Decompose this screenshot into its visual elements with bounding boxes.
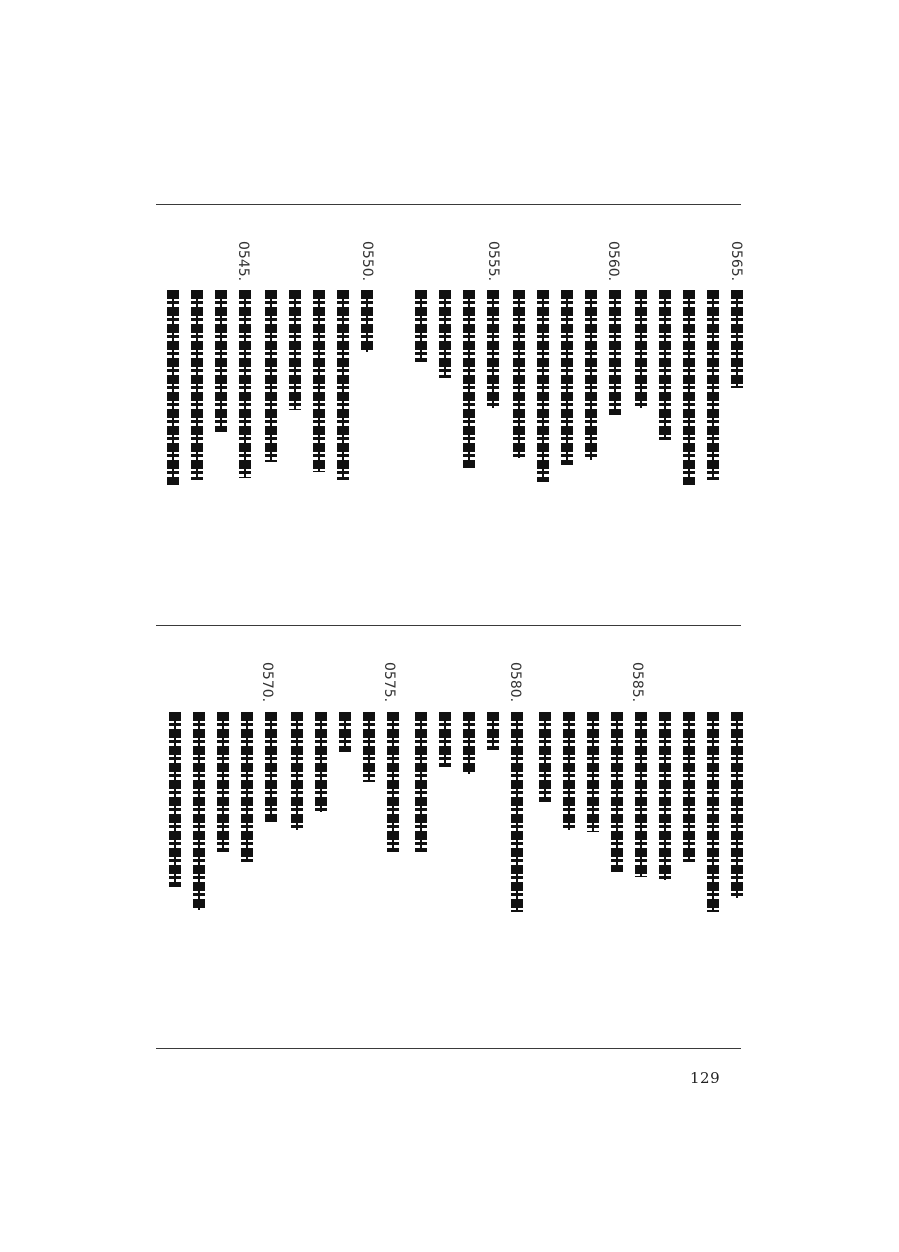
- entry-number: 0570.: [259, 661, 275, 703]
- middle-rule: [156, 625, 741, 626]
- page-number: 129: [690, 1069, 721, 1087]
- entry-number: 0555.: [485, 240, 501, 282]
- bottom-rule: [156, 1048, 741, 1049]
- entry-number: 0545.: [235, 240, 251, 282]
- entry-number: 0580.: [507, 661, 523, 703]
- top-rule: [156, 204, 741, 205]
- entry-number: 0550.: [359, 240, 375, 282]
- entry-number: 0575.: [381, 661, 397, 703]
- entry-number: 0585.: [629, 661, 645, 703]
- entry-number: 0565.: [728, 240, 744, 282]
- entry-number: 0560.: [605, 240, 621, 282]
